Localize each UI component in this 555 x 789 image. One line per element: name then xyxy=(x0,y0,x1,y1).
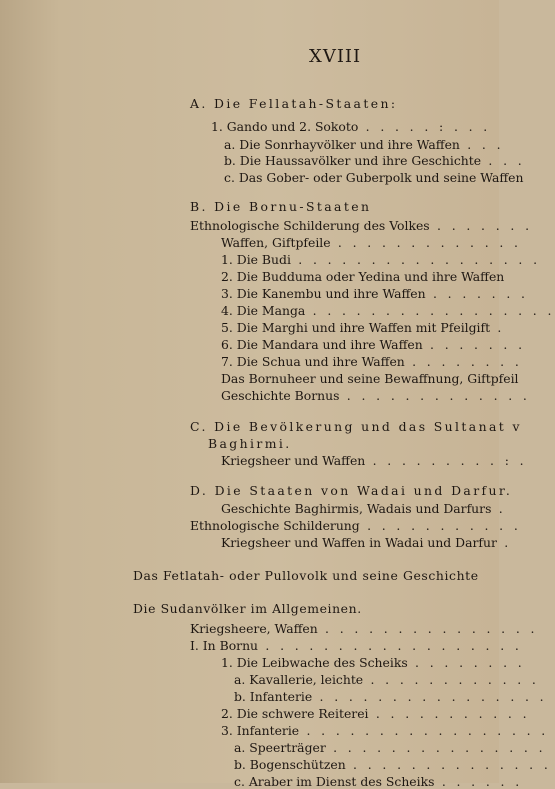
toc-entry: c. Araber im Dienst des Scheiks . . . . . . xyxy=(234,774,523,789)
toc-entry: 6. Die Mandara und ihre Waffen . . . . . . . xyxy=(221,337,526,352)
toc-heading-a: A. Die Fellatah-Staaten: xyxy=(190,96,398,111)
toc-heading-c-cont: Baghirmi. xyxy=(208,436,292,451)
toc-heading-c: C. Die Bevölkerung und das Sultanat v xyxy=(190,419,522,434)
toc-entry: 1. Die Budi . . . . . . . . . . . . . . . . . xyxy=(221,252,541,267)
toc-entry: 7. Die Schua und ihre Waffen . . . . . . . . xyxy=(221,354,523,369)
toc-entry: a. Die Sonrhayvölker und ihre Waffen . . . xyxy=(224,137,504,152)
toc-entry: 4. Die Manga . . . . . . . . . . . . . . . . . xyxy=(221,303,555,318)
toc-entry: Das Bornuheer und seine Bewaffnung, Giftpfeil xyxy=(221,371,519,386)
toc-entry: 1. Die Leibwache des Scheiks . . . . . . . . xyxy=(221,655,526,670)
toc-entry: Waffen, Giftpfeile . . . . . . . . . . . . . xyxy=(221,235,522,250)
page-number: XVIII xyxy=(309,46,362,67)
toc-entry: Ethnologische Schilderung . . . . . . . . . . . xyxy=(190,518,522,533)
toc-entry: Geschichte Bornus . . . . . . . . . . . . . xyxy=(221,388,531,403)
toc-heading-d: D. Die Staaten von Wadai und Darfur. xyxy=(190,483,513,498)
toc-entry: Kriegsheere, Waffen . . . . . . . . . . . . . . . xyxy=(190,621,538,636)
toc-chapter-heading: Die Sudanvölker im Allgemeinen. xyxy=(133,601,362,616)
toc-entry: b. Infanterie . . . . . . . . . . . . . . . . xyxy=(234,689,548,704)
toc-entry: 5. Die Marghi und ihre Waffen mit Pfeilgift . xyxy=(221,320,505,335)
toc-entry: 3. Infanterie . . . . . . . . . . . . . . . . . xyxy=(221,723,549,738)
toc-entry: Ethnologische Schilderung des Volkes . . . . . . . xyxy=(190,218,533,233)
toc-entry: Kriegsheer und Waffen . . . . . . . . . : . xyxy=(221,453,527,468)
toc-entry: b. Bogenschützen . . . . . . . . . . . . . . xyxy=(234,757,552,772)
toc-entry: b. Die Haussavölker und ihre Geschichte . . . xyxy=(224,153,526,168)
toc-entry: 2. Die Budduma oder Yedina und ihre Waffen xyxy=(221,269,505,284)
toc-entry: a. Kavallerie, leichte . . . . . . . . . . . . xyxy=(234,672,540,687)
toc-entry: Kriegsheer und Waffen in Wadai und Darfur . xyxy=(221,535,512,550)
toc-entry: Geschichte Baghirmis, Wadais und Darfurs . xyxy=(221,501,507,516)
toc-entry: 2. Die schwere Reiterei . . . . . . . . . . . xyxy=(221,706,530,721)
toc-entry: I. In Bornu . . . . . . . . . . . . . . . . . . xyxy=(190,638,523,653)
toc-heading-b: B. Die Bornu-Staaten xyxy=(190,199,372,214)
toc-entry: 1. Gando und 2. Sokoto . . . . . : . . . xyxy=(211,119,491,134)
toc-entry: c. Das Gober- oder Guberpolk und seine Waffen xyxy=(224,170,524,185)
toc-entry: a. Speerträger . . . . . . . . . . . . . . . xyxy=(234,740,546,755)
toc-entry: 3. Die Kanembu und ihre Waffen . . . . . . . xyxy=(221,286,529,301)
toc-chapter-heading: Das Fetlatah- oder Pullovolk und seine Geschichte xyxy=(133,568,479,583)
